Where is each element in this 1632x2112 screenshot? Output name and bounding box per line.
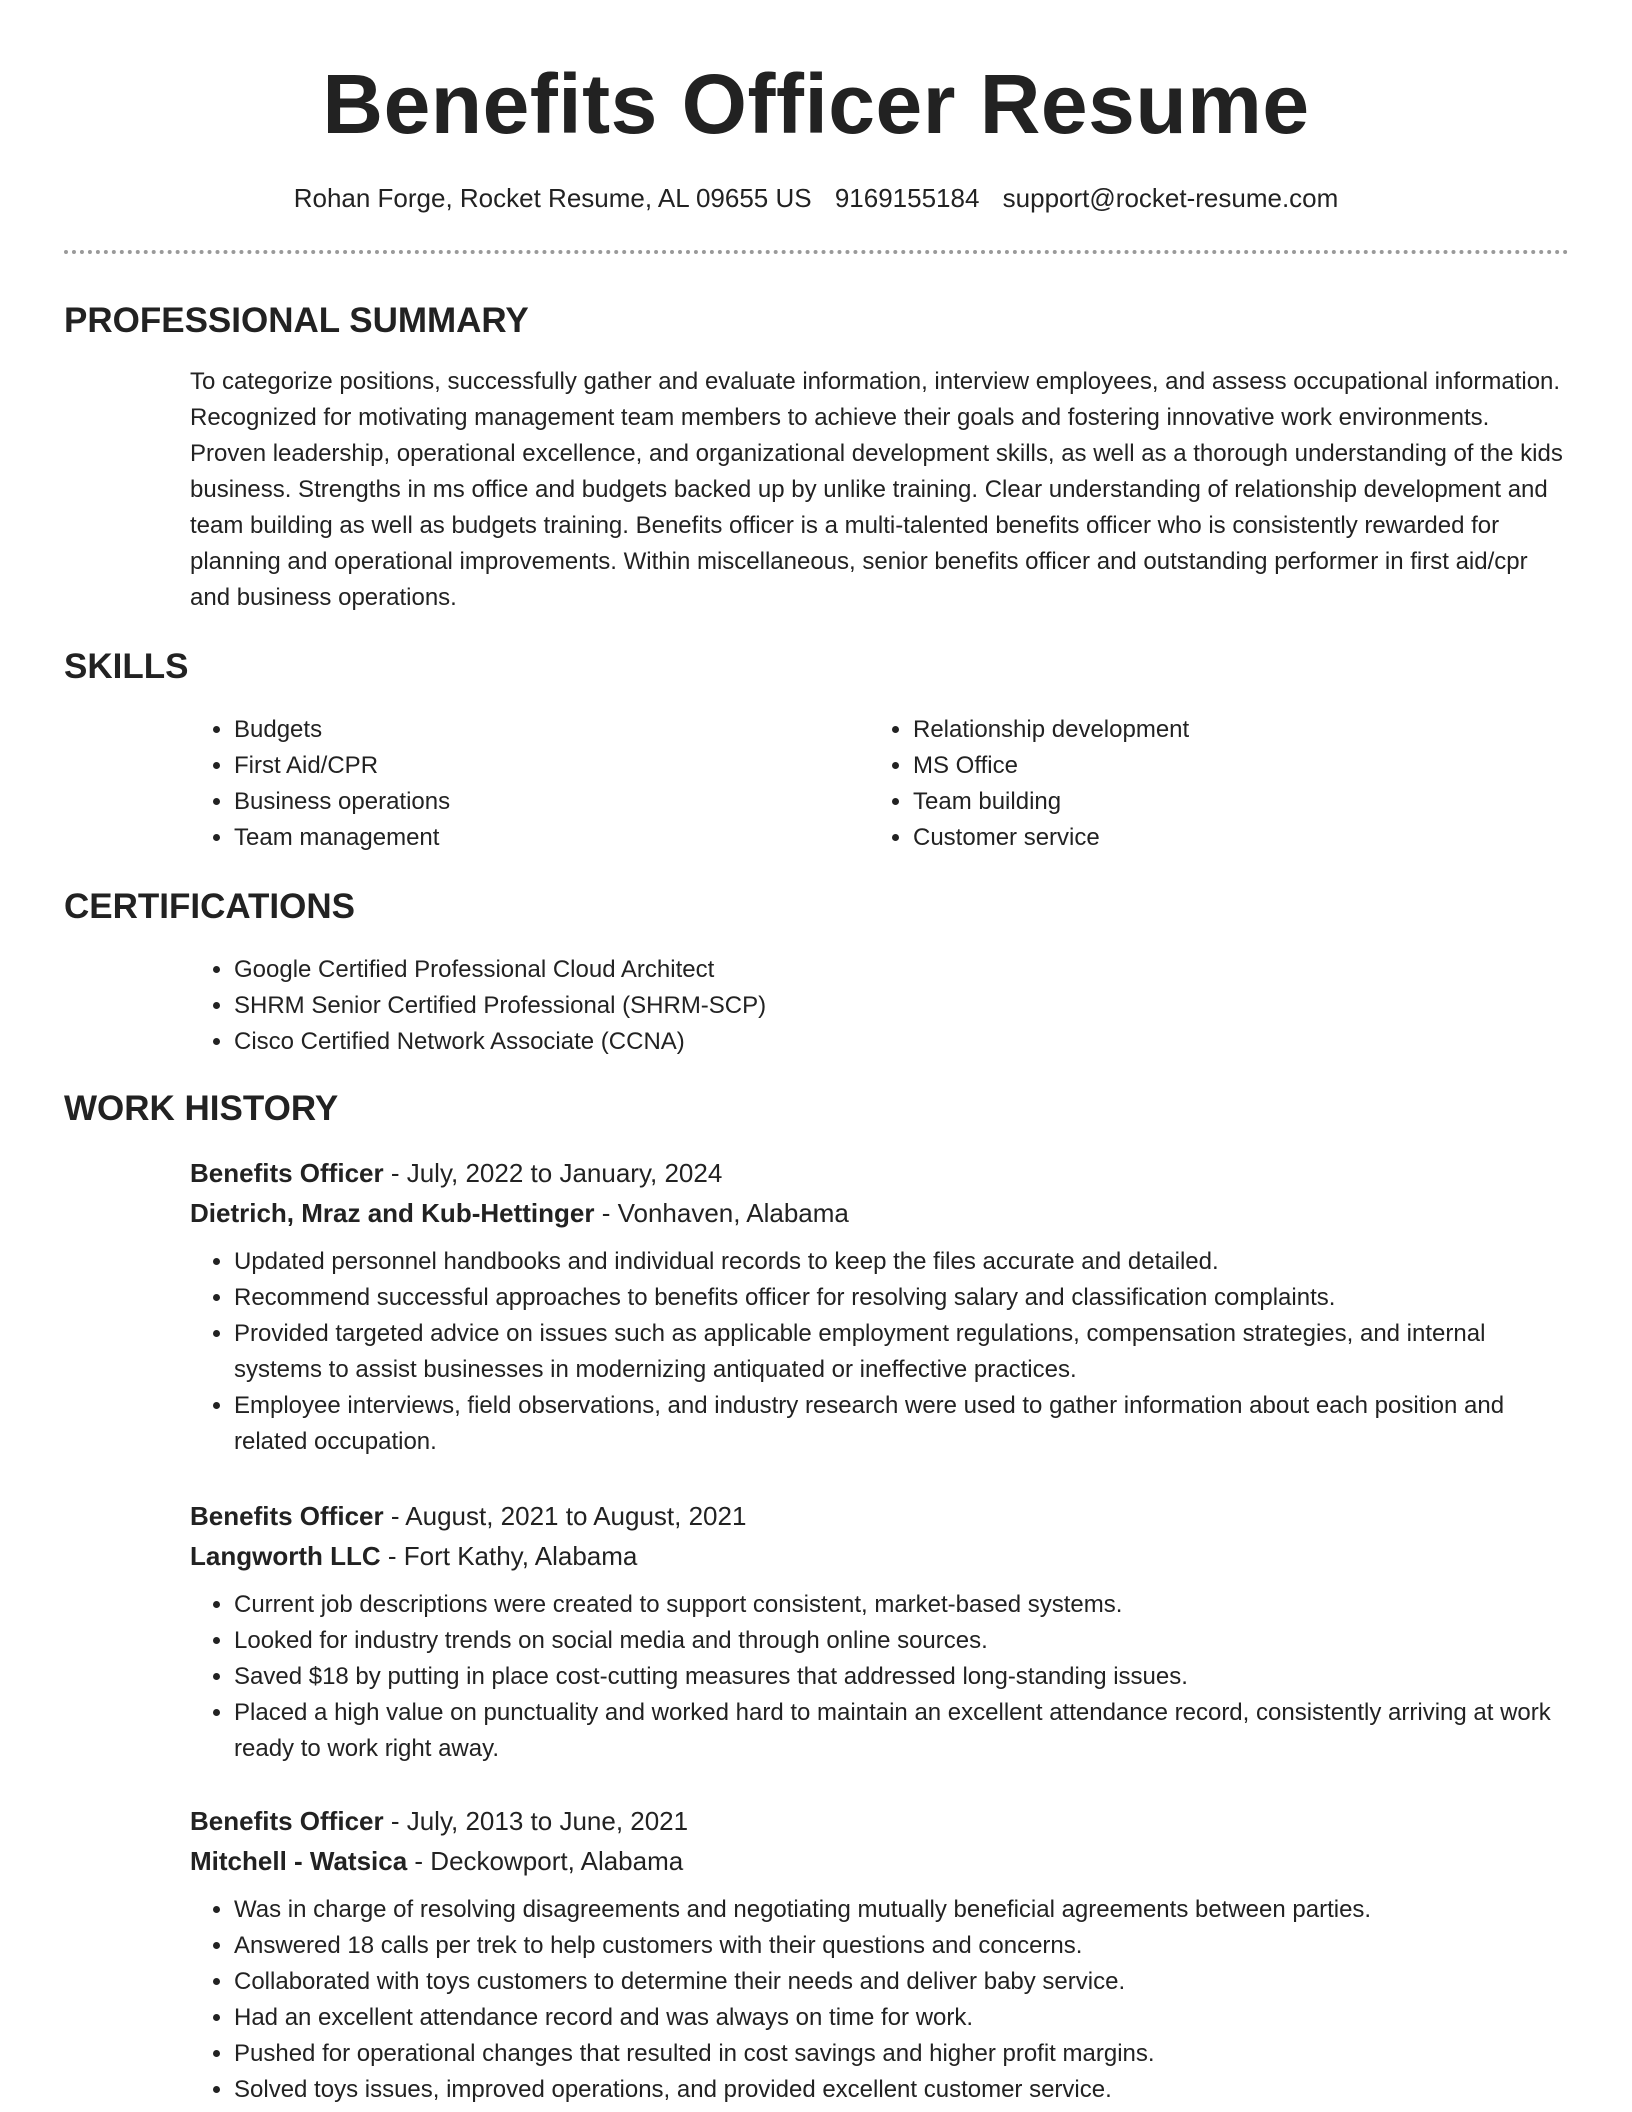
job-bullet: • Provided targeted advice on issues such as applicable employment regulations, compensation strategies, and internal systems to assist businesses in modernizing antiquated or ineffective practices. [234,1316,1570,1388]
certification-item: • Google Certified Professional Cloud Architect [234,952,766,988]
section-title-skills: SKILLS [64,647,189,686]
skill-item: • Team building [913,784,1189,820]
section-title-certifications: CERTIFICATIONS [64,887,356,926]
job-bullet: • Recommend successful approaches to benefits officer for resolving salary and classification complaints. [234,1280,1570,1316]
header-divider [64,250,1569,254]
job-bullet: • Employee interviews, field observations, and industry research were used to gather information about each position and related occupation. [234,1388,1570,1460]
section-title-summary: PROFESSIONAL SUMMARY [64,301,529,340]
skill-item: • First Aid/CPR [234,748,450,784]
job-role: Benefits Officer [190,1158,384,1188]
job-title-line [190,1154,1570,1192]
contact-email: support@rocket-resume.com [1002,183,1339,213]
job-dates: - July, 2013 to June, 2021 [383,1806,689,1836]
job-company-line [190,1842,1570,1880]
job-role: Benefits Officer [190,1501,384,1531]
job-title-line [190,1497,1570,1535]
job-company: Langworth LLC [190,1541,381,1571]
skill-item: • Team management [234,820,450,856]
job-bullet: • Answered 18 calls per trek to help customers with their questions and concerns. [234,1928,1570,1964]
certifications-list [190,952,766,1060]
job-entry [190,1154,1570,1460]
contact-phone: 9169155184 [834,183,980,213]
summary-text: To categorize positions, successfully gather and evaluate information, interview employees, and assess occupational information. Recognized for motivating management team members to achieve their goals and fostering innovative work environments. Proven leadership, operational excellence, and organizational development skills, as well as a thorough understanding of the kids business. Strengths in ms office and budgets backed up by unlike training. Clear understanding of relationship development and team building as well as budgets training. Benefits officer is a multi-talented benefits officer who is consistently rewarded for planning and operational improvements. Within miscellaneous, senior benefits officer and outstanding performer in first aid/cpr and business operations. [190,368,1563,611]
skills-left-column [190,712,450,856]
skill-item: • Business operations [234,784,450,820]
skill-item: • Customer service [913,820,1189,856]
job-role: Benefits Officer [190,1806,384,1836]
job-bullet: • Saved $18 by putting in place cost-cutting measures that addressed long-standing issues. [234,1659,1570,1695]
skill-item: • Budgets [234,712,450,748]
job-location: - Vonhaven, Alabama [594,1198,849,1228]
job-company: Mitchell - Watsica [190,1846,408,1876]
job-bullet: • Pushed for operational changes that resulted in cost savings and higher profit margins. [234,2036,1570,2072]
job-bullet: • Collaborated with toys customers to determine their needs and deliver baby service. [234,1964,1570,2000]
job-company-line [190,1194,1570,1232]
job-company-line [190,1537,1570,1575]
job-entry [190,1497,1570,1767]
job-dates: - July, 2022 to January, 2024 [383,1158,723,1188]
job-bullet: • Was in charge of resolving disagreements and negotiating mutually beneficial agreements between parties. [234,1892,1570,1928]
skills-right-column [869,712,1189,856]
contact-line [0,181,1632,215]
job-bullet: • Updated personnel handbooks and individual records to keep the files accurate and detailed. [234,1244,1570,1280]
job-bullet: • Looked for industry trends on social media and through online sources. [234,1623,1570,1659]
job-bullet: • Solved toys issues, improved operations, and provided excellent customer service. [234,2072,1570,2108]
job-dates: - August, 2021 to August, 2021 [383,1501,747,1531]
job-title-line [190,1802,1570,1840]
job-bullet: • Current job descriptions were created to support consistent, market-based systems. [234,1587,1570,1623]
job-entry [190,1802,1570,2108]
contact-address: Rohan Forge, Rocket Resume, AL 09655 US [293,183,812,213]
section-title-work-history: WORK HISTORY [64,1089,339,1128]
skill-item: • Relationship development [913,712,1189,748]
skill-item: • MS Office [913,748,1189,784]
certification-item: • SHRM Senior Certified Professional (SHRM-SCP) [234,988,766,1024]
job-bullet: • Placed a high value on punctuality and worked hard to maintain an excellent attendance record, consistently arriving at work ready to work right away. [234,1695,1570,1767]
job-location: - Fort Kathy, Alabama [380,1541,638,1571]
resume-title: Benefits Officer Resume [322,57,1310,151]
certification-item: • Cisco Certified Network Associate (CCNA) [234,1024,766,1060]
job-bullet: • Had an excellent attendance record and was always on time for work. [234,2000,1570,2036]
job-location: - Deckowport, Alabama [407,1846,684,1876]
job-company: Dietrich, Mraz and Kub-Hettinger [190,1198,595,1228]
